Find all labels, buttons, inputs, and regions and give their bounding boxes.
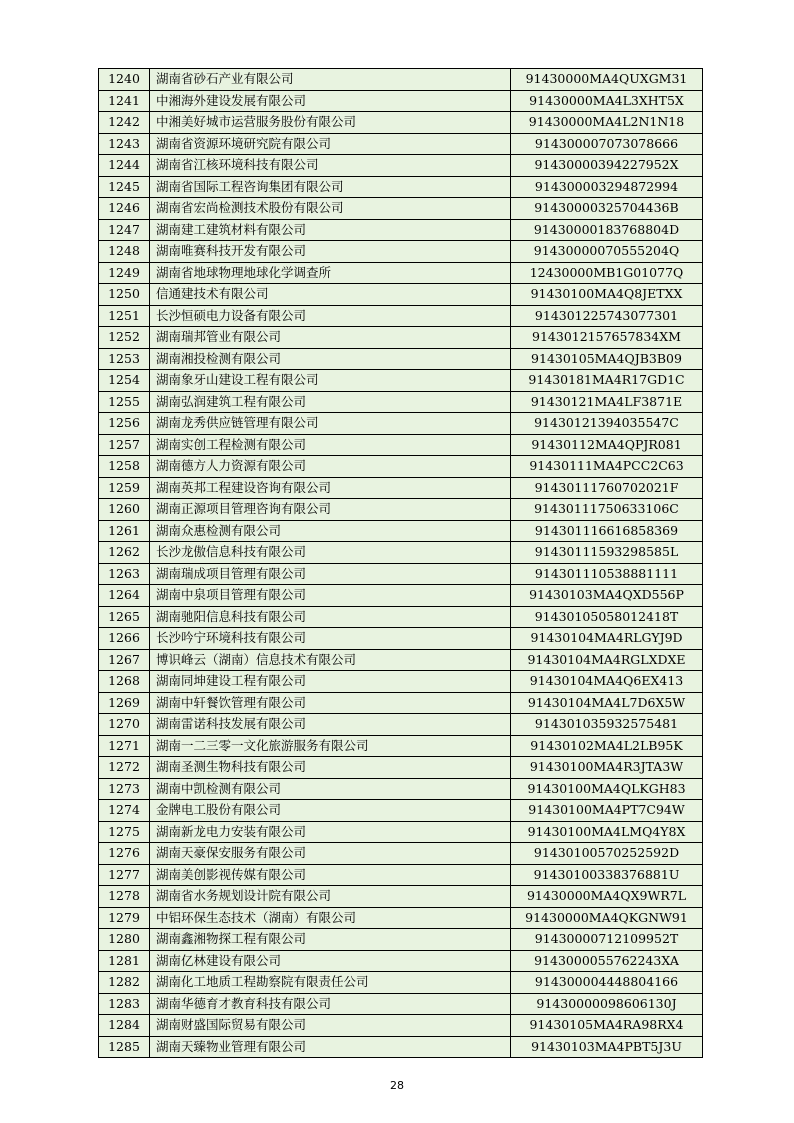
company-name-cell: 湖南财盛国际贸易有限公司 <box>150 1015 511 1037</box>
table-row <box>99 778 703 800</box>
table-row <box>99 950 703 972</box>
credit-code-cell: 91430112MA4QPJR081 <box>511 434 703 456</box>
row-number-cell: 1270 <box>99 714 150 736</box>
table-row <box>99 671 703 693</box>
company-name-cell: 湖南象牙山建设工程有限公司 <box>150 370 511 392</box>
table-row <box>99 1036 703 1058</box>
credit-code-cell: 91430100MA4LMQ4Y8X <box>511 821 703 843</box>
company-name-cell: 湖南同坤建设工程有限公司 <box>150 671 511 693</box>
row-number-cell: 1277 <box>99 864 150 886</box>
company-name-cell: 湖南圣测生物科技有限公司 <box>150 757 511 779</box>
table-row <box>99 499 703 521</box>
company-name-cell: 湖南实创工程检测有限公司 <box>150 434 511 456</box>
row-number-cell: 1275 <box>99 821 150 843</box>
row-number-cell: 1244 <box>99 155 150 177</box>
row-number-cell: 1253 <box>99 348 150 370</box>
company-name-cell: 长沙恒硕电力设备有限公司 <box>150 305 511 327</box>
credit-code-cell: 91430100MA4QLKGH83 <box>511 778 703 800</box>
company-name-cell: 湖南亿林建设有限公司 <box>150 950 511 972</box>
credit-code-cell: 91430104MA4RGLXDXE <box>511 649 703 671</box>
credit-code-cell: 914301116616858369 <box>511 520 703 542</box>
table-row <box>99 477 703 499</box>
company-name-cell: 湖南驰阳信息科技有限公司 <box>150 606 511 628</box>
credit-code-cell: 91430181MA4R17GD1C <box>511 370 703 392</box>
table-row <box>99 864 703 886</box>
company-name-cell: 中湘海外建设发展有限公司 <box>150 90 511 112</box>
credit-code-cell: 914301225743077301 <box>511 305 703 327</box>
credit-code-cell: 91430000MA4QKGNW91 <box>511 907 703 929</box>
company-name-cell: 湖南美创影视传媒有限公司 <box>150 864 511 886</box>
company-name-cell: 湖南雷诺科技发展有限公司 <box>150 714 511 736</box>
company-name-cell: 长沙吟宁环境科技有限公司 <box>150 628 511 650</box>
table-row <box>99 1015 703 1037</box>
company-name-cell: 湖南新龙电力安装有限公司 <box>150 821 511 843</box>
company-name-cell: 中铝环保生态技术（湖南）有限公司 <box>150 907 511 929</box>
table-row <box>99 219 703 241</box>
table-row <box>99 348 703 370</box>
table-row <box>99 563 703 585</box>
company-name-cell: 湖南省水务规划设计院有限公司 <box>150 886 511 908</box>
table-row <box>99 413 703 435</box>
credit-code-cell: 914300007073078666 <box>511 133 703 155</box>
company-name-cell: 金牌电工股份有限公司 <box>150 800 511 822</box>
row-number-cell: 1283 <box>99 993 150 1015</box>
row-number-cell: 1254 <box>99 370 150 392</box>
table-row <box>99 284 703 306</box>
company-name-cell: 湖南众惠检测有限公司 <box>150 520 511 542</box>
row-number-cell: 1249 <box>99 262 150 284</box>
table-row <box>99 69 703 91</box>
credit-code-cell: 91430000070555204Q <box>511 241 703 263</box>
credit-code-cell: 91430111593298585L <box>511 542 703 564</box>
row-number-cell: 1247 <box>99 219 150 241</box>
table-row <box>99 434 703 456</box>
company-name-cell: 湖南省宏尚检测技术股份有限公司 <box>150 198 511 220</box>
table-row <box>99 929 703 951</box>
row-number-cell: 1267 <box>99 649 150 671</box>
row-number-cell: 1251 <box>99 305 150 327</box>
credit-code-cell: 914300004448804166 <box>511 972 703 994</box>
company-name-cell: 长沙龙傲信息科技有限公司 <box>150 542 511 564</box>
company-name-cell: 湖南鑫湘物探工程有限公司 <box>150 929 511 951</box>
table-body <box>99 69 703 1058</box>
row-number-cell: 1243 <box>99 133 150 155</box>
row-number-cell: 1280 <box>99 929 150 951</box>
row-number-cell: 1242 <box>99 112 150 134</box>
page-number: 28 <box>390 1079 404 1092</box>
credit-code-cell: 91430100570252592D <box>511 843 703 865</box>
row-number-cell: 1268 <box>99 671 150 693</box>
company-name-cell: 湖南天臻物业管理有限公司 <box>150 1036 511 1058</box>
company-name-cell: 信通建技术有限公司 <box>150 284 511 306</box>
table-row <box>99 735 703 757</box>
row-number-cell: 1245 <box>99 176 150 198</box>
credit-code-cell: 914300003294872994 <box>511 176 703 198</box>
row-number-cell: 1272 <box>99 757 150 779</box>
table-row <box>99 886 703 908</box>
row-number-cell: 1281 <box>99 950 150 972</box>
enterprise-registry-table <box>98 68 703 1058</box>
company-name-cell: 湖南化工地质工程勘察院有限责任公司 <box>150 972 511 994</box>
row-number-cell: 1276 <box>99 843 150 865</box>
credit-code-cell: 91430104MA4RLGYJ9D <box>511 628 703 650</box>
table-row <box>99 155 703 177</box>
credit-code-cell: 91430000MA4QX9WR7L <box>511 886 703 908</box>
company-name-cell: 湖南省国际工程咨询集团有限公司 <box>150 176 511 198</box>
company-name-cell: 湖南天豪保安服务有限公司 <box>150 843 511 865</box>
credit-code-cell: 91430105MA4RA98RX4 <box>511 1015 703 1037</box>
row-number-cell: 1256 <box>99 413 150 435</box>
credit-code-cell: 91430000MA4L3XHT5X <box>511 90 703 112</box>
credit-code-cell: 91430102MA4L2LB95K <box>511 735 703 757</box>
row-number-cell: 1240 <box>99 69 150 91</box>
row-number-cell: 1241 <box>99 90 150 112</box>
company-name-cell: 湖南唯赛科技开发有限公司 <box>150 241 511 263</box>
table-row <box>99 327 703 349</box>
table-row <box>99 714 703 736</box>
table-row <box>99 821 703 843</box>
credit-code-cell: 91430100MA4Q8JETXX <box>511 284 703 306</box>
company-name-cell: 湖南省江核环境科技有限公司 <box>150 155 511 177</box>
row-number-cell: 1271 <box>99 735 150 757</box>
row-number-cell: 1273 <box>99 778 150 800</box>
credit-code-cell: 91430103MA4PBT5J3U <box>511 1036 703 1058</box>
table-row <box>99 757 703 779</box>
company-name-cell: 湖南正源项目管理咨询有限公司 <box>150 499 511 521</box>
table-row <box>99 133 703 155</box>
table-row <box>99 628 703 650</box>
company-name-cell: 湖南湘投检测有限公司 <box>150 348 511 370</box>
credit-code-cell: 91430100338376881U <box>511 864 703 886</box>
company-name-cell: 湖南中泉项目管理有限公司 <box>150 585 511 607</box>
company-name-cell: 湖南瑞成项目管理有限公司 <box>150 563 511 585</box>
company-name-cell: 湖南德方人力资源有限公司 <box>150 456 511 478</box>
row-number-cell: 1252 <box>99 327 150 349</box>
table-row <box>99 198 703 220</box>
row-number-cell: 1285 <box>99 1036 150 1058</box>
table-row <box>99 90 703 112</box>
credit-code-cell: 91430000183768804D <box>511 219 703 241</box>
credit-code-cell: 91430000098606130J <box>511 993 703 1015</box>
row-number-cell: 1282 <box>99 972 150 994</box>
table-row <box>99 176 703 198</box>
credit-code-cell: 91430000MA4L2N1N18 <box>511 112 703 134</box>
credit-code-cell: 91430104MA4L7D6X5W <box>511 692 703 714</box>
row-number-cell: 1279 <box>99 907 150 929</box>
credit-code-cell: 91430111750633106C <box>511 499 703 521</box>
credit-code-cell: 914301110538881111 <box>511 563 703 585</box>
credit-code-cell: 914301035932575481 <box>511 714 703 736</box>
row-number-cell: 1250 <box>99 284 150 306</box>
row-number-cell: 1259 <box>99 477 150 499</box>
row-number-cell: 1257 <box>99 434 150 456</box>
table-row <box>99 907 703 929</box>
company-name-cell: 湖南弘润建筑工程有限公司 <box>150 391 511 413</box>
row-number-cell: 1255 <box>99 391 150 413</box>
row-number-cell: 1278 <box>99 886 150 908</box>
table-row <box>99 112 703 134</box>
company-name-cell: 博识峰云（湖南）信息技术有限公司 <box>150 649 511 671</box>
table-row <box>99 542 703 564</box>
credit-code-cell: 91430000712109952T <box>511 929 703 951</box>
row-number-cell: 1265 <box>99 606 150 628</box>
table-row <box>99 649 703 671</box>
table-row <box>99 972 703 994</box>
table-row <box>99 993 703 1015</box>
company-name-cell: 湖南省资源环境研究院有限公司 <box>150 133 511 155</box>
company-name-cell: 湖南中轩餐饮管理有限公司 <box>150 692 511 714</box>
row-number-cell: 1274 <box>99 800 150 822</box>
company-name-cell: 湖南省砂石产业有限公司 <box>150 69 511 91</box>
credit-code-cell: 9143000055762243XA <box>511 950 703 972</box>
row-number-cell: 1260 <box>99 499 150 521</box>
row-number-cell: 1261 <box>99 520 150 542</box>
table-row <box>99 606 703 628</box>
row-number-cell: 1262 <box>99 542 150 564</box>
table-row <box>99 520 703 542</box>
table-row <box>99 241 703 263</box>
credit-code-cell: 91430000394227952X <box>511 155 703 177</box>
row-number-cell: 1263 <box>99 563 150 585</box>
credit-code-cell: 9143012157657834XM <box>511 327 703 349</box>
row-number-cell: 1258 <box>99 456 150 478</box>
table-row <box>99 305 703 327</box>
row-number-cell: 1266 <box>99 628 150 650</box>
table-row <box>99 370 703 392</box>
company-name-cell: 湖南省地球物理地球化学调查所 <box>150 262 511 284</box>
table-row <box>99 692 703 714</box>
row-number-cell: 1246 <box>99 198 150 220</box>
table-row <box>99 800 703 822</box>
company-name-cell: 湖南建工建筑材料有限公司 <box>150 219 511 241</box>
row-number-cell: 1269 <box>99 692 150 714</box>
credit-code-cell: 12430000MB1G01077Q <box>511 262 703 284</box>
company-name-cell: 中湘美好城市运营服务股份有限公司 <box>150 112 511 134</box>
table-row <box>99 262 703 284</box>
credit-code-cell: 91430111760702021F <box>511 477 703 499</box>
company-name-cell: 湖南英邦工程建设咨询有限公司 <box>150 477 511 499</box>
company-name-cell: 湖南一二三零一文化旅游服务有限公司 <box>150 735 511 757</box>
table-row <box>99 585 703 607</box>
credit-code-cell: 91430104MA4Q6EX413 <box>511 671 703 693</box>
credit-code-cell: 91430000325704436B <box>511 198 703 220</box>
credit-code-cell: 91430111MA4PCC2C63 <box>511 456 703 478</box>
company-name-cell: 湖南瑞邦管业有限公司 <box>150 327 511 349</box>
credit-code-cell: 91430121394035547C <box>511 413 703 435</box>
credit-code-cell: 91430105MA4QJB3B09 <box>511 348 703 370</box>
row-number-cell: 1284 <box>99 1015 150 1037</box>
company-name-cell: 湖南华德育才教育科技有限公司 <box>150 993 511 1015</box>
company-name-cell: 湖南龙秀供应链管理有限公司 <box>150 413 511 435</box>
company-name-cell: 湖南中凯检测有限公司 <box>150 778 511 800</box>
credit-code-cell: 91430103MA4QXD556P <box>511 585 703 607</box>
credit-code-cell: 91430100MA4PT7C94W <box>511 800 703 822</box>
row-number-cell: 1248 <box>99 241 150 263</box>
credit-code-cell: 91430000MA4QUXGM31 <box>511 69 703 91</box>
credit-code-cell: 91430121MA4LF3871E <box>511 391 703 413</box>
table-row <box>99 391 703 413</box>
credit-code-cell: 91430100MA4R3JTA3W <box>511 757 703 779</box>
table-row <box>99 843 703 865</box>
credit-code-cell: 91430105058012418T <box>511 606 703 628</box>
table-row <box>99 456 703 478</box>
row-number-cell: 1264 <box>99 585 150 607</box>
